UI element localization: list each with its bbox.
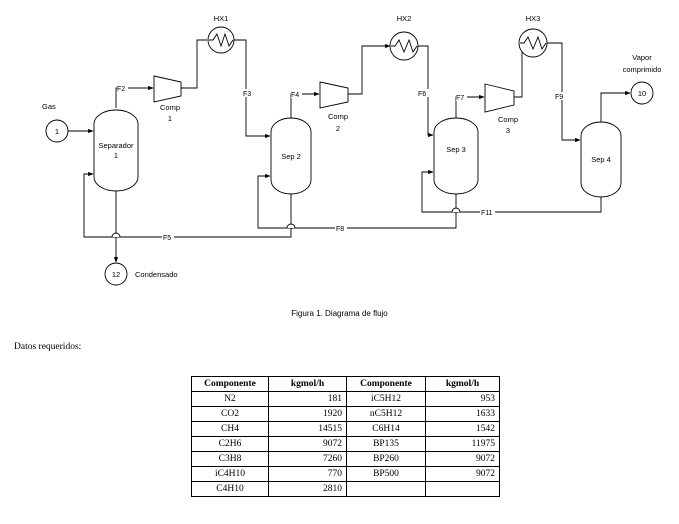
sep-3-vessel bbox=[434, 118, 478, 194]
component-name: CH4 bbox=[192, 422, 269, 437]
vapor-label-line1: Vapor bbox=[632, 53, 652, 62]
stream-comp1-hx1-line bbox=[181, 40, 207, 88]
component-name: C3H8 bbox=[192, 452, 269, 467]
column-header: kgmol/h bbox=[426, 377, 500, 392]
table-row bbox=[192, 392, 500, 407]
component-flow: 14515 bbox=[269, 422, 347, 437]
component-name: C2H6 bbox=[192, 437, 269, 452]
component-name: BP260 bbox=[347, 452, 426, 467]
component-flow: 1633 bbox=[426, 407, 500, 422]
component-flow: 770 bbox=[269, 467, 347, 482]
comp-3-label-line2: 3 bbox=[505, 126, 511, 135]
crossing-hop bbox=[112, 233, 120, 237]
table-row bbox=[192, 407, 500, 422]
stream-f5-label: F5 bbox=[163, 235, 172, 242]
hx3-label: HX3 bbox=[525, 14, 541, 23]
sep-4-label: Sep 4 bbox=[591, 155, 611, 164]
stream-f4-label: F4 bbox=[291, 92, 300, 99]
crossing-hop bbox=[287, 224, 295, 228]
component-name bbox=[347, 482, 426, 497]
stream-f9-line bbox=[547, 43, 580, 140]
component-name: C4H10 bbox=[192, 482, 269, 497]
component-flow: 9072 bbox=[426, 467, 500, 482]
component-name: BP500 bbox=[347, 467, 426, 482]
stream-f2-label: F2 bbox=[117, 86, 126, 93]
stream-f3-label: F3 bbox=[243, 91, 252, 98]
comp-3-compressor bbox=[485, 84, 514, 112]
table-header-row bbox=[192, 377, 500, 392]
component-flow: 1920 bbox=[269, 407, 347, 422]
comp-2-compressor bbox=[320, 82, 348, 108]
component-name: nC5H12 bbox=[347, 407, 426, 422]
comp-1-compressor bbox=[154, 76, 181, 102]
comp-2-label-line1: Comp bbox=[327, 112, 349, 121]
table-row bbox=[192, 422, 500, 437]
stream-1-number: 1 bbox=[54, 127, 60, 136]
component-flow bbox=[426, 482, 500, 497]
table-row bbox=[192, 482, 500, 497]
separador-1-label-line2: 1 bbox=[113, 151, 119, 160]
stream-f7-label: F7 bbox=[456, 95, 465, 102]
component-name: iC4H10 bbox=[192, 467, 269, 482]
column-header: Componente bbox=[347, 377, 426, 392]
component-flow: 9072 bbox=[426, 452, 500, 467]
hx2-label: HX2 bbox=[396, 14, 412, 23]
component-flow: 2810 bbox=[269, 482, 347, 497]
comp-2-label-line2: 2 bbox=[335, 124, 341, 133]
column-header: Componente bbox=[192, 377, 269, 392]
component-name: C6H14 bbox=[347, 422, 426, 437]
separador-1-label-line1: Separador bbox=[98, 141, 134, 150]
comp-3-label-line1: Comp bbox=[497, 115, 519, 124]
component-name: CO2 bbox=[192, 407, 269, 422]
component-flow: 9072 bbox=[269, 437, 347, 452]
stream-f11-label: F11 bbox=[481, 210, 493, 217]
component-name: iC5H12 bbox=[347, 392, 426, 407]
stream-comp2-hx2-line bbox=[348, 46, 390, 94]
stream-f9-label: F9 bbox=[555, 94, 564, 101]
comp-1-label-line2: 1 bbox=[167, 114, 173, 123]
component-flow: 11975 bbox=[426, 437, 500, 452]
vapor-label-line2: comprimido bbox=[622, 65, 662, 74]
stream-f8-label: F8 bbox=[336, 226, 345, 233]
table-row bbox=[192, 467, 500, 482]
stream-12-number: 12 bbox=[111, 270, 121, 279]
column-header: kgmol/h bbox=[269, 377, 347, 392]
components-table bbox=[191, 376, 500, 497]
component-flow: 181 bbox=[269, 392, 347, 407]
component-name: BP135 bbox=[347, 437, 426, 452]
component-flow: 7260 bbox=[269, 452, 347, 467]
sep-2-label: Sep 2 bbox=[281, 152, 301, 161]
table-row bbox=[192, 437, 500, 452]
stream-10-line bbox=[601, 93, 630, 122]
component-flow: 953 bbox=[426, 392, 500, 407]
section-title: Datos requeridos: bbox=[14, 342, 82, 352]
hx1-label: HX1 bbox=[213, 14, 229, 23]
component-flow: 1542 bbox=[426, 422, 500, 437]
stream-10-number: 10 bbox=[637, 89, 647, 98]
table-row bbox=[192, 452, 500, 467]
crossing-hop bbox=[452, 208, 460, 212]
stream-f3-line bbox=[234, 40, 270, 136]
component-name: N2 bbox=[192, 392, 269, 407]
comp-1-label-line1: Comp bbox=[159, 103, 181, 112]
condensado-label: Condensado bbox=[135, 270, 178, 279]
gas-label: Gas bbox=[42, 102, 56, 111]
stream-f6-label: F6 bbox=[418, 91, 427, 98]
sep-3-label: Sep 3 bbox=[446, 145, 466, 154]
figure-caption: Figura 1. Diagrama de flujo bbox=[291, 309, 388, 318]
